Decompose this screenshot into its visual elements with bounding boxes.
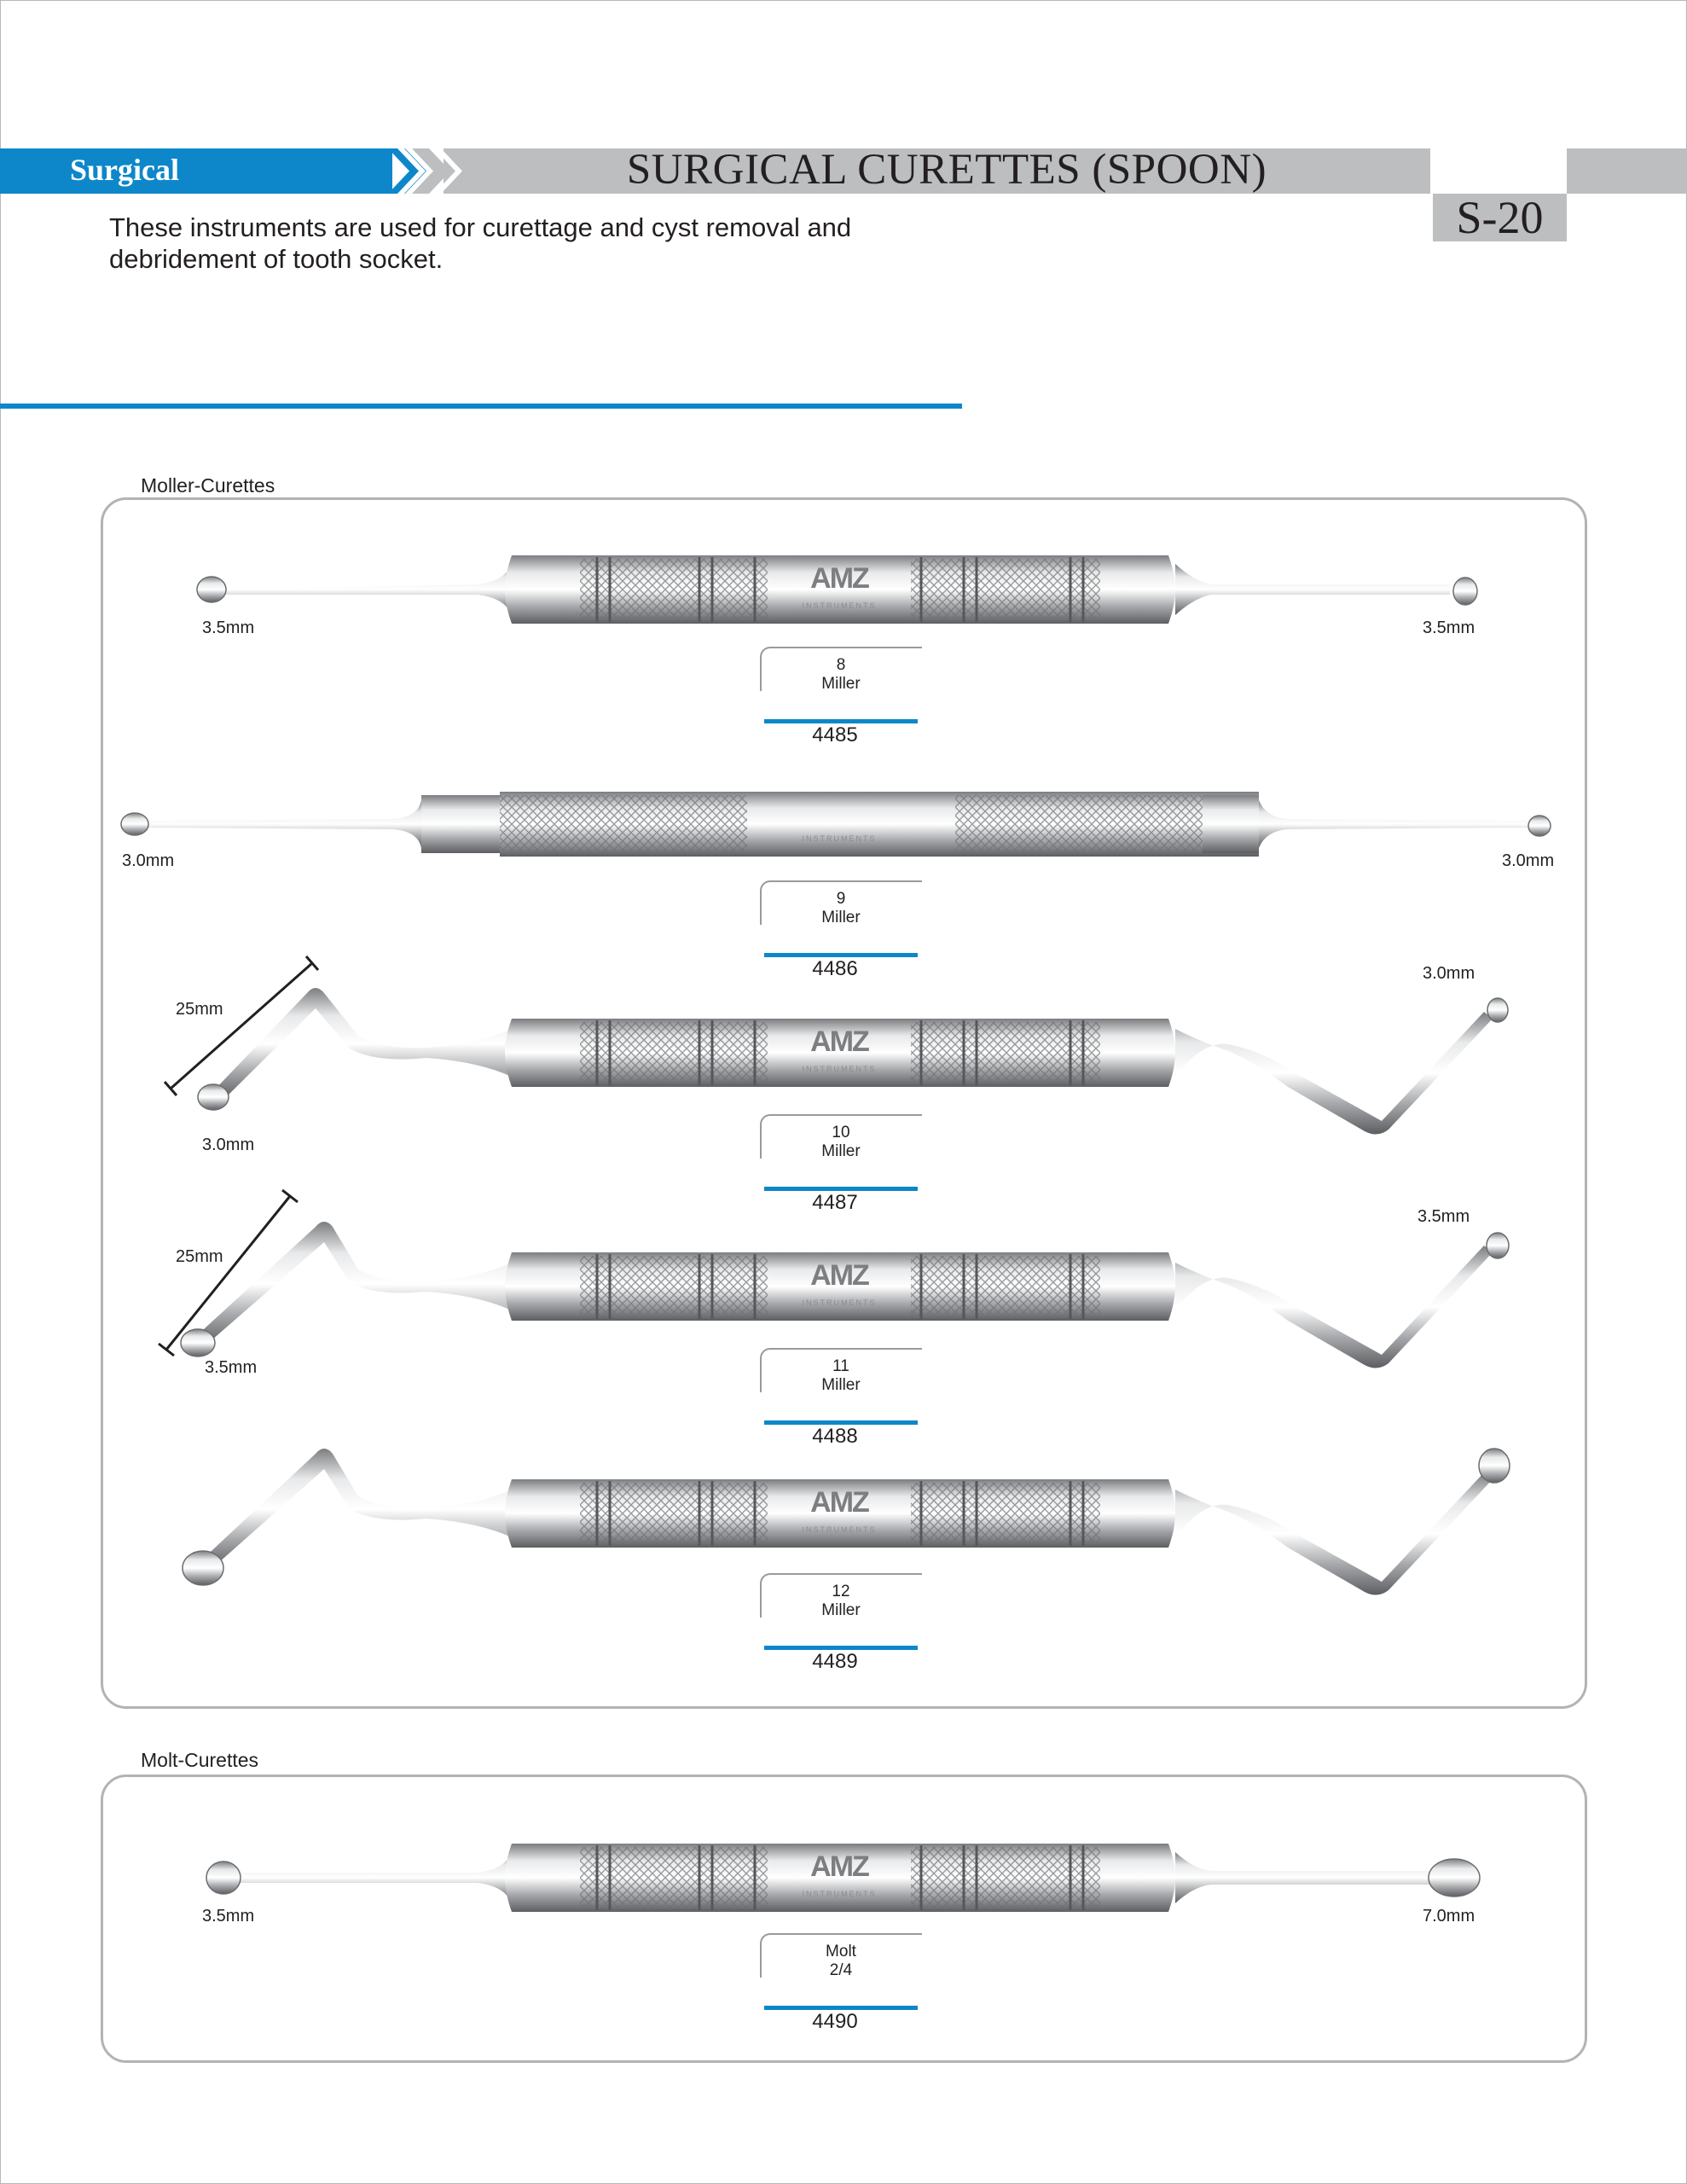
- header-divider: [0, 404, 962, 409]
- item-number: 9: [836, 890, 846, 908]
- item-number: 10: [832, 1124, 850, 1141]
- title-band-end: [1567, 148, 1687, 194]
- size-right-label: 3.5mm: [1423, 619, 1475, 637]
- size-left-label: 3.5mm: [202, 619, 255, 637]
- category-band: [0, 148, 392, 194]
- item-code: 4490: [812, 2010, 858, 2033]
- length-label: 25mm: [176, 1247, 223, 1266]
- intro-text: These instruments are used for curettage and cyst removal and debridement of tooth socket.: [109, 212, 852, 274]
- item-code: 4489: [812, 1650, 858, 1673]
- size-left-label: 3.0mm: [122, 851, 175, 870]
- size-right-label: 3.0mm: [1502, 851, 1555, 870]
- brand-subtext: INSTRUMENTS: [802, 834, 877, 843]
- length-label: 25mm: [176, 1000, 223, 1019]
- item-number: 12: [832, 1583, 850, 1600]
- item-code: 4488: [812, 1425, 858, 1448]
- item-number: 11: [832, 1357, 849, 1375]
- item-name: Miller: [821, 1601, 861, 1619]
- category-label: Surgical: [70, 153, 180, 187]
- curette-4486-drawing: [0, 824, 1687, 843]
- item-name: Miller: [821, 1142, 861, 1160]
- size-left-label: 3.5mm: [205, 1358, 258, 1377]
- item-name: Miller: [821, 1376, 861, 1394]
- curette-4489-drawing: [0, 1513, 1687, 1514]
- size-right-label: 3.5mm: [1417, 1207, 1470, 1226]
- item-number: 8: [836, 656, 846, 674]
- item-name: Miller: [821, 909, 861, 926]
- item-number: Molt: [826, 1943, 856, 1960]
- item-code: 4485: [812, 723, 858, 746]
- section-label-moller: Moller-Curettes: [141, 474, 275, 497]
- size-right-label: 7.0mm: [1423, 1907, 1475, 1926]
- size-left-label: 3.5mm: [202, 1907, 255, 1926]
- curette-4490-drawing: [0, 1878, 1687, 1879]
- size-right-label: 3.0mm: [1423, 964, 1475, 983]
- page-code: S-20: [1433, 194, 1567, 241]
- item-code: 4486: [812, 957, 858, 980]
- section-label-molt: Molt-Curettes: [141, 1749, 259, 1771]
- size-left-label: 3.0mm: [202, 1136, 255, 1154]
- item-name: Miller: [821, 675, 861, 693]
- item-code: 4487: [812, 1191, 858, 1214]
- item-name: 2/4: [829, 1961, 853, 1979]
- curette-4487-drawing: [0, 1053, 1687, 1054]
- page-title: SURGICAL CURETTES (SPOON): [626, 146, 1267, 194]
